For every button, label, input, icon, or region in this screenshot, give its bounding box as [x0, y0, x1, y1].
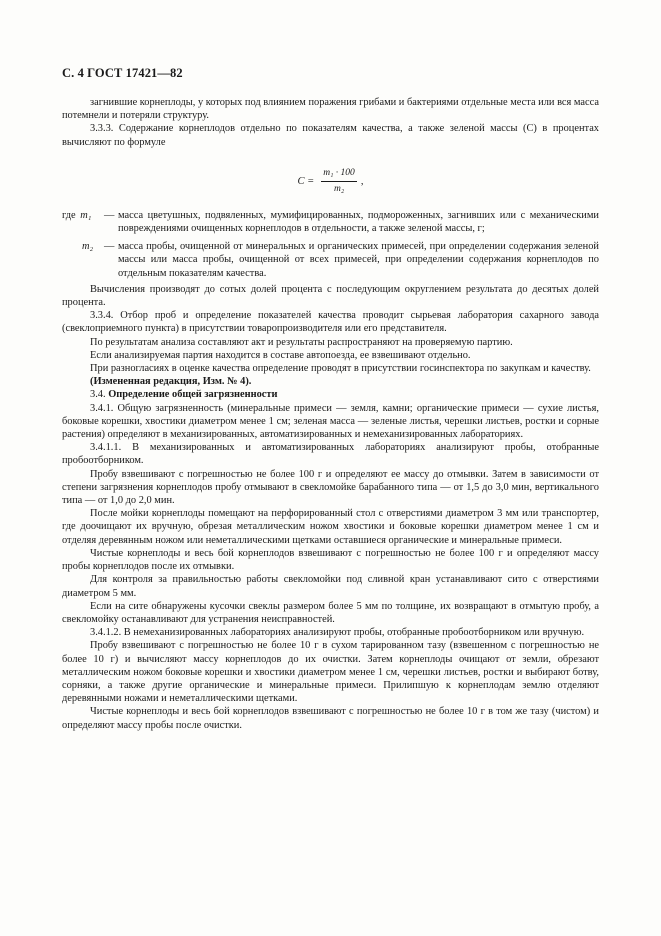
section-title: Определение общей загрязненности — [108, 389, 278, 401]
formula-numerator: m₁ · 100 — [321, 167, 357, 182]
formula-fraction — [321, 167, 357, 196]
definition-label — [62, 240, 104, 280]
paragraph: После мойки корнеплоды помещают на перфорированный стол с отверстиями диаметром 3 мм или транспортер, где доочищают их вручную, обрезая металлическим ножом хвостики и боковые корешки диаметром менее 1 см и отделяя деревянным ножом или неметаллическими щетками оставшиеся органические и минеральные примеси. — [62, 508, 599, 546]
formula-tail: , — [360, 176, 364, 188]
page-header: С. 4 ГОСТ 17421—82 — [62, 66, 183, 80]
amendment-note: (Измененная редакция, Изм. № 4). — [90, 376, 252, 388]
paragraph: Пробу взвешивают с погрешностью не более 100 г и определяют ее массу до отмывки. Затем в зависимости от степени загрязнения корнеплодов пробу отмывают в свекломойке барабанного типа — от 1,5 до 3,0 мин, вертикального типа — от 1,0 до 2,0 мин. — [62, 468, 599, 507]
paragraph: Для контроля за правильностью работы свекломойки под сливной кран устанавливают сито с отверстиями диаметром 5 мм. — [62, 574, 599, 599]
where-word: где — [62, 209, 76, 221]
definition-label — [62, 209, 104, 235]
paragraph: По результатам анализа составляют акт и результаты распространяют на проверяемую партию. — [90, 336, 513, 348]
section-heading — [62, 388, 599, 401]
paragraph: 3.4.1.2. В немеханизированных лабораториях анализируют пробы, отобранные пробоотборником или вручную. — [90, 627, 585, 639]
definition-m1 — [62, 209, 599, 235]
definition-text: масса пробы, очищенной от минеральных и органических примесей, при определении содержания зеленой массы или масса пробы, очищенной от всех примесей, при определении содержания корнеплодов по отдельным показателям качества. — [118, 241, 599, 279]
definition-dash: — — [104, 241, 115, 253]
formula-lhs: С = — [297, 176, 315, 188]
symbol-m1: m₁ — [80, 209, 92, 221]
paragraph: Пробу взвешивают с погрешностью не более 10 г в сухом тарированном тазу (взвешенном с погрешностью не более 10 г) и вычисляют массу корнеплодов до их очистки. Затем корнеплоды очищают от земли, обрезают металлическим ножом боковые корешки и хвостики диаметром менее 1 см, черешки листьев, ростки и выбирают ботву, сорняки, а также другие органические и минеральные примеси. Прилипшую к корнеплодам землю отделяют деревянными ножами и неметаллическими щетками. — [62, 640, 599, 705]
paragraph: загнившие корнеплоды, у которых под влиянием поражения грибами и бактериями отдельные места или вся масса потемнели и потеряли структуру. — [62, 97, 599, 122]
definition-text: масса цветушных, подвяленных, мумифицированных, подмороженных, загнивших или с механическими повреждениями очищенных корнеплодов в отдельности, а также зеленой массы, г; — [118, 209, 599, 235]
formula-denominator: m₂ — [333, 184, 345, 195]
paragraph: Чистые корнеплоды и весь бой корнеплодов взвешивают с погрешностью не более 100 г и определяют массу пробы корнеплодов после их отмывки. — [62, 547, 599, 573]
formula — [62, 167, 599, 197]
definition-dash: — — [104, 209, 115, 221]
paragraph: 3.4.1.1. В механизированных и автоматизированных лабораториях анализируют пробы, отобранные пробоотборником. — [62, 442, 599, 467]
paragraph: 3.3.3. Содержание корнеплодов отдельно по показателям качества, а также зеленой массы (С) в процентах вычисляют по формуле — [62, 123, 599, 148]
paragraph: При разногласиях в оценке качества определение проводят в присутствии госинспектора по закупкам и качеству. — [90, 363, 591, 375]
paragraph: Если на сите обнаружены кусочки свеклы размером более 5 мм по толщине, их возвращают в отмытую пробу, а свекломойку останавливают для устранения неисправностей. — [62, 600, 599, 625]
symbol-m2: m₂ — [82, 241, 94, 253]
paragraph: 3.4.1. Общую загрязненность (минеральные примеси — земля, камни; органические примеси — сухие листья, боковые корешки, хвостики диаметром менее 1 см; зеленая масса — зеленые листья, черешки листьев, ростки и сорные растения) определяют в механизированных, автоматизированных и немеханизированных лабораториях. — [62, 402, 599, 441]
definition-m2 — [62, 240, 599, 280]
paragraph: Вычисления производят до сотых долей процента с последующим округлением результата до десятых долей процента. — [62, 283, 599, 309]
section-number: 3.4. — [90, 389, 106, 401]
paragraph: Если анализируемая партия находится в составе автопоезда, ее взвешивают отдельно. — [90, 349, 471, 361]
paragraph: 3.3.4. Отбор проб и определение показателей качества проводит сырьевая лаборатория сахарного завода (свеклоприемного пункта) в присутствии товаропроизводителя или его представителя. — [62, 310, 599, 335]
document-body — [62, 96, 599, 732]
paragraph: Чистые корнеплоды и весь бой корнеплодов взвешивают с погрешностью не более 10 г в том же тазу (чистом) и определяют массу пробы после очистки. — [62, 706, 599, 731]
